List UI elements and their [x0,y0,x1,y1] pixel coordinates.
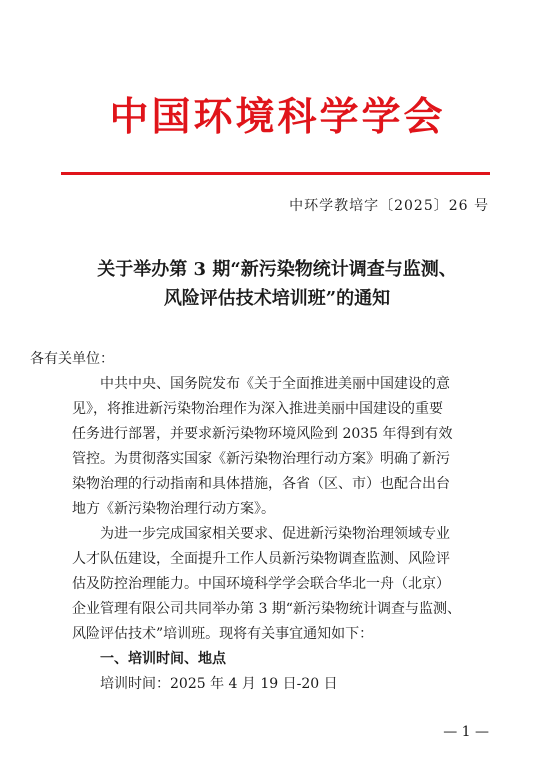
paragraph-line: 风险评估技术”培训班。现将有关事宜通知如下： [72,626,374,642]
paragraph-line: 企业管理有限公司共同举办第 3 期“新污染物统计调查与监测、 [72,601,461,617]
page-number: — 1 — [443,724,489,740]
paragraph-line: 估及防控治理能力。中国环境科学学会联合华北一舟（北京） [72,576,450,592]
paragraph-line: 见》，将推进新污染物治理作为深入推进美丽中国建设的重要 [72,401,443,417]
training-time: 培训时间：2025 年 4 月 19 日-20 日 [100,676,338,692]
paragraph-line: 人才队伍建设，全面提升工作人员新污染物调查监测、风险评 [72,551,450,567]
paragraph-line: 地方《新污染物治理行动方案》。 [72,501,275,517]
paragraph-line: 任务进行部署，并要求新污染物环境风险到 2035 年得到有效 [72,426,453,442]
paragraph-2 [72,522,488,647]
title-line: 关于举办第 3 期“新污染物统计调查与监测、 [97,259,457,280]
title-line: 风险评估技术培训班”的通知 [163,288,391,309]
red-divider-rule [61,172,490,175]
paragraph-line: 为进一步完成国家相关要求、促进新污染物治理领域专业 [100,526,450,542]
document-number: 中环学教培字〔2025〕26 号 [289,198,489,214]
paragraph-line: 中共中央、国务院发布《关于全面推进美丽中国建设的意 [100,376,450,392]
salutation: 各有关单位： [30,351,114,367]
section-heading: 一、培训时间、地点 [100,651,226,667]
paragraph-line: 管控。为贯彻落实国家《新污染物治理行动方案》明确了新污 [72,451,450,467]
notice-title [60,255,494,313]
masthead-title: 中国环境科学学会 [109,94,446,140]
paragraph-1 [72,372,488,522]
paragraph-line: 染物治理的行动指南和具体措施，各省（区、市）也配合出台 [72,476,450,492]
notice-body [30,347,488,697]
